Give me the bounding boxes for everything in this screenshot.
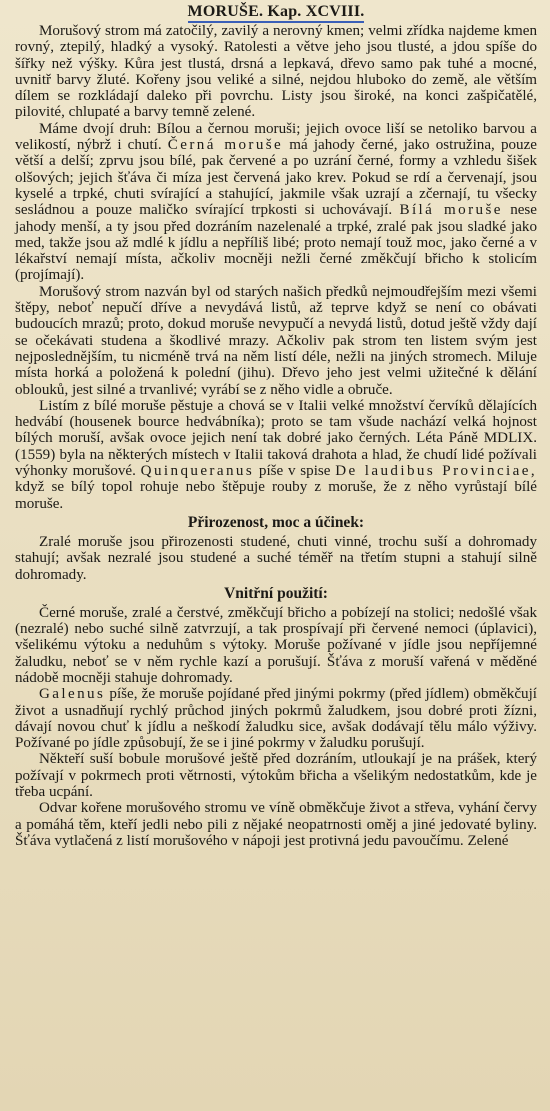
author-quinqueranus: Quinqueranus bbox=[140, 463, 255, 480]
term-bila-moruse: Bílá moruše bbox=[399, 202, 503, 219]
section-heading-properties: Přirozenost, moc a účinek: bbox=[187, 513, 365, 531]
paragraph-kinds: Máme dvojí druh: Bílou a černou moruši; jejich ovoce liší se netoliko barvou a velikostí, nýbrž i chutí. Černá moruše má jahody černé, jako ostružina, pouze větší a delší; zprvu jsou bílé, pak červené a po uzrání černé, formy a vzhledu šišek olšových; jejich šťáva či míza jest červená jako krev. Pokud se rdí a červenají, jsou kyselé a trpké, chuti svírající a stahující, jakmile však uzrají a zčernají, tu všecky sesládnou a pouze maličko svírající trpkosti si uchovávají. Bílá moruše nese jahody menší, a ty jsou před dozráním nazelenalé a trpké, zralé pak jsou sladké jako med, takže jsou až mdlé k jídlu a nepříliš libé; proto nemají touž moc, jako černé a v lékařství nemají místa, ačkoliv mocněji nežli černé změkčují břicho k stolicím (projímají). bbox=[15, 120, 538, 284]
term-cerna-moruse: Černá moruše bbox=[167, 137, 284, 154]
author-galenus: Galenus bbox=[39, 686, 106, 703]
chapter-title: MORUŠE. Kap. XCVIII. bbox=[15, 2, 537, 21]
paragraph-wisest-tree: Morušový strom nazván byl od starých našich předků nejmoudřejším mezi všemi štěpy, neboť nepučí dříve a nevydává listů, až teprve když se není co obávati budoucích mrazů; proto, dokud moruše nevypučí a nevydá listů, dotud ještě vždy dají se očekávati studena a škodlivé mrazy. Ačkoliv pak strom ten listem svým jest nejposlednějším, tu nicméně trvá na něm listí déle, nežli na jiných stromech. Miluje místa horká a položená k polední (jihu). Dřevo jeho jest velmi užitečné k dělání oblouků, jest silné a trvanlivé; vyrábí se z něho vidle a obruče. bbox=[15, 283, 537, 398]
paragraph-root-decoction: Odvar kořene morušového stromu ve víně obměkčuje život a střeva, vyhání červy a pomáhá těm, kteří jedli nebo pili z nějaké neopatrnosti oměj a jiné jedovaté byliny. Šťáva vytlačená z listí morušového v nápoji jest protivná jedu pavoučímu. Zelené bbox=[15, 800, 537, 849]
section-heading-internal-use: Vnitřní použití: bbox=[224, 584, 328, 602]
paragraph-internal-use-1: Černé moruše, zralé a čerstvé, změkčují břicho a pobízejí na stolici; nedošlé však (nezralé) nebo suché silně zatvrzují, a tak prospívají při červené nemoci (úplavici), všelikému výtoku a neduhům s výtoky. Moruše požívané v jídle jsou nepříjemné žaludku, neboť se v něm rychle kazí a porušují. Šťáva z moruší vařená v měděné nádobě mocněji stahuje dohromady. bbox=[15, 604, 537, 686]
paragraph-properties: Zralé moruše jsou přirozenosti studené, chuti vinné, trochu suší a dohromady stahují; avšak nezralé jsou studené a suché téměř na třetím stupni a stahují silně dohromady. bbox=[15, 533, 537, 583]
book-title-de-laudibus: De laudibus Provinciae, bbox=[335, 463, 538, 480]
paragraph-dried-berries: Někteří suší bobule morušové ještě před dozráním, utloukají je na prášek, který požívají v pokrmech proti větrnosti, výtokům břicha a všelikým nedostatkům, kde je třeba ucpání. bbox=[15, 751, 537, 801]
paragraph-galenus: Galenus píše, že moruše pojídané před jinými pokrmy (před jídlem) obměkčují život a usnadňují rychlý průchod jiných pokrmů žaludkem, jsou dobré proti žízni, dávají novou chuť k jídlu a neškodí žaludku sice, avšak dodávají tělu málo výživy. Požívané po jídle způsobují, že se i jiné pokrmy v žaludku porušují. bbox=[15, 686, 537, 752]
paragraph-silkworms: Listím z bílé moruše pěstuje a chová se v Italii velké množství červíků dělajících hedvábí (housenek bource hedvábníka); proto se tam všude nachází velká hojnost bílých moruší, avšak ovoce jejich není tak dobré jako černých. Léta Páně MDLIX. (1559) byla na některých místech v Italii taková drahota a hlad, že chudí lidé požívali výhonky morušové. Quinqueranus píše v spise De laudibus Provinciae, když se bílý topol rohuje nebo štěpuje rouby z moruše, že z něho vyrůstají bílé moruše. bbox=[15, 397, 538, 512]
paragraph-description: Morušový strom má zatočilý, zavilý a nerovný kmen; velmi zřídka najdeme kmen rovný, ztepilý, hladký a vysoký. Ratolesti a větve jeho jsou tlusté, a jdou spíše do šířky než výšky. Kůra jest tlustá, drsná a lepkavá, dřevo samo pak tuhé a mocné, uvnitř barvy žluté. Kořeny jsou veliké a silné, nejdou hluboko do země, ale větším dílem se rozkládají daleko při povrchu. Listy jsou široké, na konci zašpičatělé, pilovité, chlupaté a barvy temně zelené. bbox=[15, 23, 537, 121]
